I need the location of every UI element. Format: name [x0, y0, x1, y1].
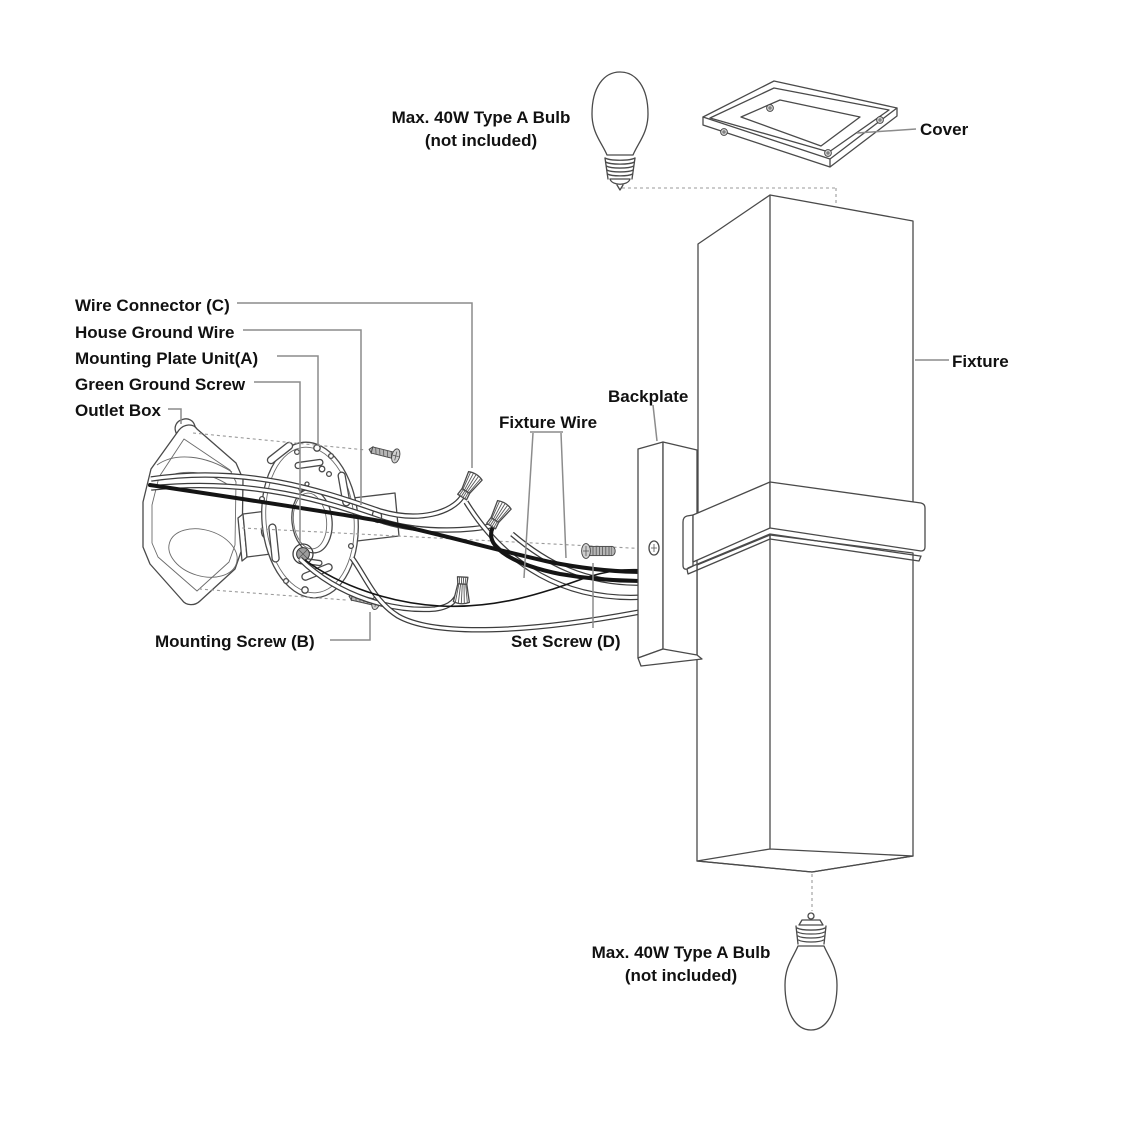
house-ground-wire-label: House Ground Wire [75, 323, 235, 342]
mounting-plate-unit-label: Mounting Plate Unit(A) [75, 349, 259, 368]
bulb-bottom-label [531, 941, 831, 987]
mounting-screw-top-drawing [367, 442, 401, 464]
bulb-bottom-label-line2: (not included) [624, 966, 738, 985]
bulb-top-label-line2: (not included) [424, 131, 538, 150]
backplate-label: Backplate [608, 387, 689, 406]
wire-connector-3-drawing [453, 577, 470, 605]
outlet-box-drawing [143, 416, 243, 604]
bulb-top-label [331, 106, 631, 152]
fixture-label: Fixture [952, 352, 1009, 371]
bulb-bottom-label-line1: Max. 40W Type A Bulb [591, 943, 771, 962]
wire-connector-label: Wire Connector (C) [75, 296, 230, 315]
outlet-box-label: Outlet Box [75, 401, 161, 420]
fixture-wire-label: Fixture Wire [499, 413, 598, 432]
green-ground-screw-label: Green Ground Screw [75, 375, 246, 394]
cover-label: Cover [920, 120, 969, 139]
bulb-top-label-line1: Max. 40W Type A Bulb [391, 108, 571, 127]
set-screw-label: Set Screw (D) [511, 632, 621, 651]
cover-drawing [703, 81, 897, 167]
mounting-screw-label: Mounting Screw (B) [155, 632, 315, 651]
